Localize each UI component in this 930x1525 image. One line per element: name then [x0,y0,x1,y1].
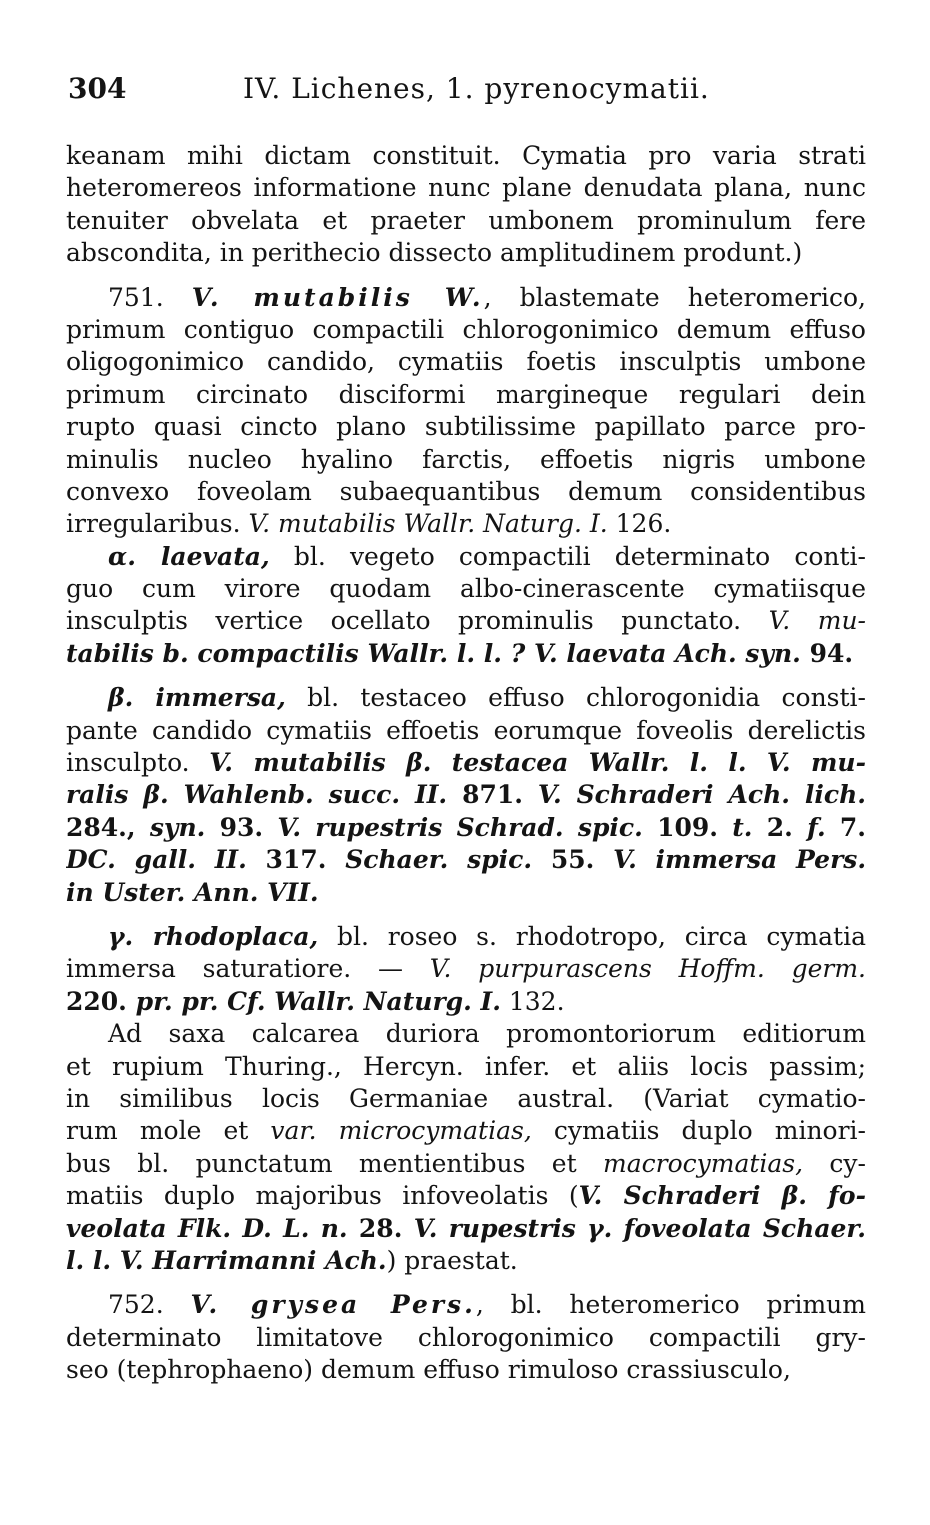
text-segment: f. [807,812,826,842]
text-segment: macrocymatias, [603,1148,804,1178]
text-segment: veolata Flk. D. L. n. [66,1213,348,1243]
text-line [66,844,866,876]
text-segment: 871. [447,780,538,810]
page-number: 304 [68,72,127,105]
text-segment: , blastemate heteromerico, [483,282,866,312]
text-line [66,476,866,508]
text-segment: Schaer. spic. [345,845,533,875]
text-line [66,1115,866,1147]
text-segment: 751. [108,282,192,312]
paragraph-gap [66,670,866,682]
text-segment: V. grysea Pers. [190,1290,476,1320]
text-segment: heteromereos informatione nunc plane denudata plana, nunc [66,173,866,203]
text-segment: V. mutabilis W. [191,282,484,312]
text-segment: 94. [800,638,854,668]
text-segment: 7. [825,812,866,842]
text-segment: oligogonimico candido, cymatiis foetis insculptis umbone [66,347,866,377]
text-segment: V. rupestris Schrad. spic. [277,812,643,842]
text-segment: insculpto. [66,748,210,778]
text-segment: cy- [803,1148,866,1178]
running-title: IV. Lichenes, 1. pyrenocymatii. [243,72,710,105]
text-segment: ralis β. Wahlenb. succ. II. [66,780,448,810]
text-line [66,779,866,811]
text-line [66,140,866,172]
text-segment: rupto quasi cincto plano subtilissime papillato parce pro- [66,412,866,442]
text-line [66,314,866,346]
text-segment: in Uster. Ann. VII. [66,877,319,907]
text-line [66,1083,866,1115]
paragraph-gap [66,270,866,282]
text-segment: 317. [246,845,346,875]
text-segment: immersa saturatiore. — [66,954,430,984]
text-line [66,346,866,378]
text-line [66,715,866,747]
text-segment: rum mole et [66,1116,271,1146]
text-segment: 109. [642,812,733,842]
text-segment: pr. pr. Cf. Wallr. Naturg. I. [135,986,501,1016]
text-line [66,237,866,269]
text-segment: bus bl. punctatum mentientibus et [66,1148,603,1178]
text-line [66,1289,866,1321]
text-line [66,282,866,314]
paragraph-gap [66,909,866,921]
text-segment: β. immersa, [108,683,286,713]
text-segment: V. mu- [768,606,866,636]
text-segment: α. laevata, [108,541,270,571]
text-segment: , bl. heteromerico primum [475,1290,866,1320]
text-line [66,1148,866,1180]
text-segment: 284., [66,812,150,842]
text-segment: tenuiter obvelata et praeter umbonem prominulum fere [66,205,866,235]
text-line [66,1322,866,1354]
text-segment: V. immersa Pers. [613,845,866,875]
text-line [66,541,866,573]
text-segment: bl. vegeto compactili determinato conti- [269,541,866,571]
text-line [66,986,866,1018]
text-segment: V. Schraderi Ach. lich. [537,780,866,810]
text-segment: et rupium Thuring., Hercyn. infer. et aliis locis passim; [66,1051,866,1081]
text-segment: 28. [347,1213,414,1243]
text-segment: 132. [500,986,565,1016]
paragraph-gap [66,1277,866,1289]
text-line [66,379,866,411]
text-segment: 93. [205,812,278,842]
text-segment: matiis duplo majoribus infoveolatis ( [66,1181,579,1211]
text-segment: minulis nucleo hyalino farctis, effoetis nigris umbone [66,444,866,474]
text-segment: bl. roseo s. rhodotropo, circa cymatia [318,921,866,951]
text-segment: tabilis b. compactilis Wallr. l. l. ? V. laevata Ach. syn. [66,638,801,668]
text-segment: insculptis vertice ocellato prominulis punctato. [66,606,769,636]
text-segment: 2. [752,812,808,842]
text-segment: in similibus locis Germaniae austral. (Variat cymatio- [66,1083,866,1113]
text-segment: primum contiguo compactili chlorogonimico demum effuso [66,314,866,344]
text-line [66,1213,866,1245]
text-segment: V. rupestris γ. foveolata Schaer. [413,1213,866,1243]
text-segment: V. purpurascens Hoffm. germ. [429,954,866,984]
text-line [66,573,866,605]
text-segment: V. mutabilis β. testacea Wallr. l. l. V. mu- [209,748,866,778]
text-segment: abscondita, in perithecio dissecto amplitudinem produnt.) [66,238,803,268]
text-segment: pante candido cymatiis effoetis eorumque foveolis derelictis [66,715,866,745]
text-line [66,205,866,237]
text-line [66,508,866,540]
text-line [66,444,866,476]
text-line [66,921,866,953]
text-segment: Ad saxa calcarea duriora promontoriorum editiorum [108,1019,866,1049]
text-segment: 126. [607,509,672,539]
text-segment: DC. gall. II. [66,845,247,875]
text-segment: V. Schraderi β. fo- [578,1181,866,1211]
text-line [66,1018,866,1050]
page-header [68,72,868,112]
text-segment: ) praestat. [386,1245,518,1275]
text-segment: bl. testaceo effuso chlorogonidia consti- [285,683,866,713]
text-segment: keanam mihi dictam constituit. Cymatia pro varia strati [66,141,866,170]
text-line [66,1245,866,1277]
text-segment: l. l. V. Harrimanni Ach. [66,1245,387,1275]
text-segment: cymatiis duplo minori- [531,1116,866,1146]
text-segment: irregularibus. [66,509,249,539]
text-line [66,953,866,985]
text-line [66,1180,866,1212]
text-segment: convexo foveolam subaequantibus demum considentibus [66,476,866,506]
text-segment: 220. [66,986,136,1016]
page-body-text [66,140,866,1386]
text-line [66,605,866,637]
text-line [66,172,866,204]
text-segment: guo cum virore quodam albo-cinerascente cymatiisque [66,574,866,604]
text-line [66,1354,866,1386]
text-segment: syn. [149,812,206,842]
text-line [66,812,866,844]
text-line [66,411,866,443]
text-segment: t. [732,812,753,842]
text-segment: 55. [532,845,614,875]
text-line [66,1051,866,1083]
text-line [66,638,866,670]
text-line [66,682,866,714]
text-segment: γ. rhodoplaca, [108,921,319,951]
text-segment: seo (tephrophaeno) demum effuso rimuloso crassiusculo, [66,1355,791,1385]
text-segment: determinato limitatove chlorogonimico compactili gry- [66,1322,866,1352]
text-segment: 752. [108,1290,191,1320]
text-segment: var. microcymatias, [270,1116,532,1146]
text-line [66,877,866,909]
text-segment: primum circinato disciformi margineque regulari dein [66,379,866,409]
text-segment: V. mutabilis Wallr. Naturg. I. [248,509,608,539]
text-line [66,747,866,779]
